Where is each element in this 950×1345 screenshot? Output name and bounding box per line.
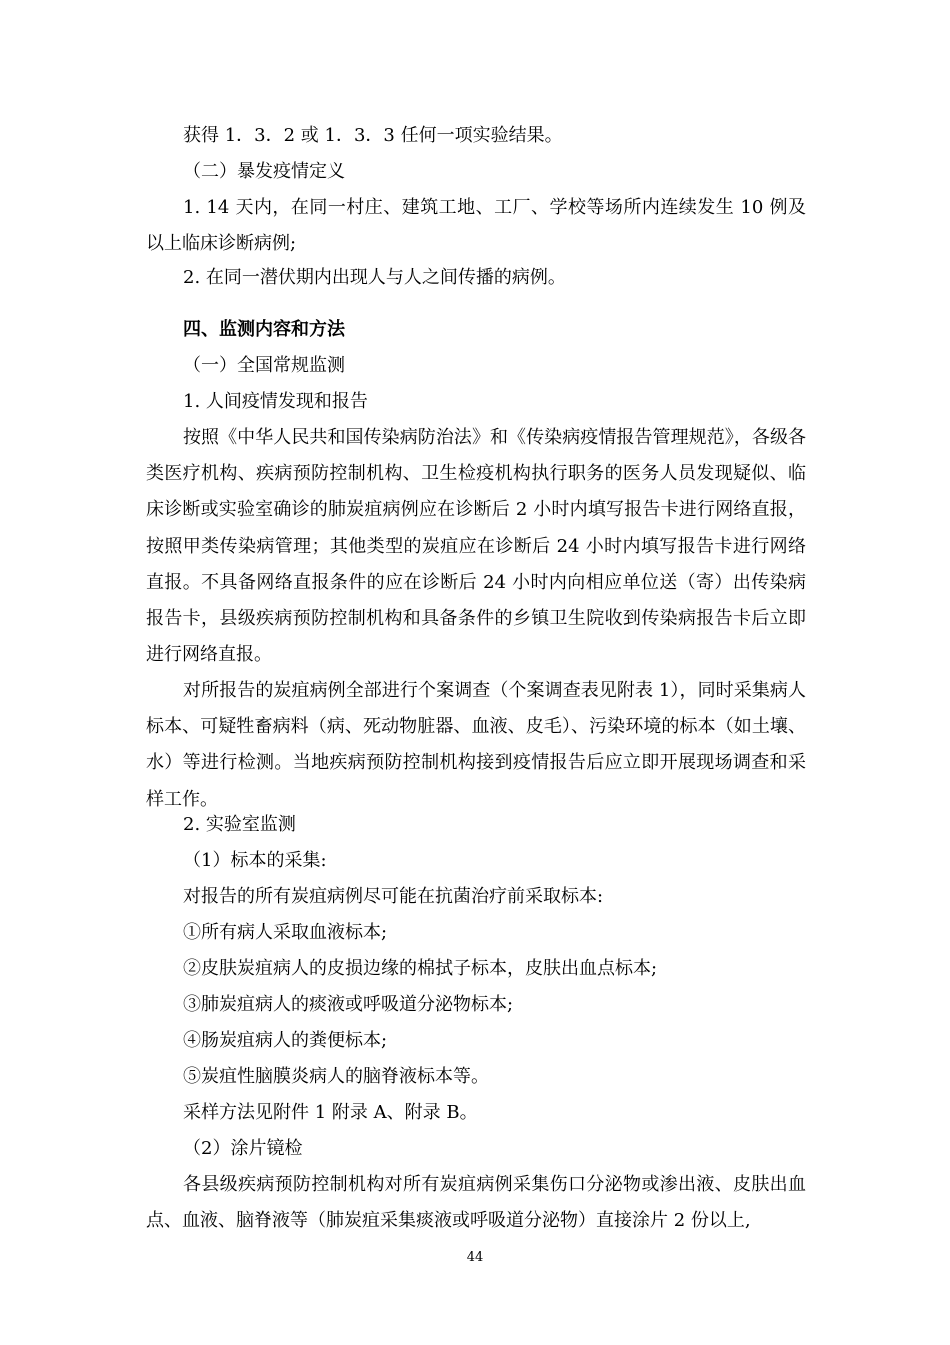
outbreak-item-1: 1. 14 天内，在同一村庄、建筑工地、工厂、学校等场所内连续发生 10 例及以上临床诊断病例; xyxy=(146,197,806,255)
outbreak-item-2: 2. 在同一潜伏期内出现人与人之间传播的病例。 xyxy=(183,267,566,288)
sample-item: ③肺炭疽病人的痰液或呼吸道分泌物标本; xyxy=(183,994,514,1015)
sample-item: ②皮肤炭疽病人的皮损边缘的棉拭子标本，皮肤出血点标本; xyxy=(183,958,658,979)
item-title: 1. 人间疫情发现和报告 xyxy=(183,391,368,412)
item-title: 2. 实验室监测 xyxy=(183,814,296,835)
text-line: 获得 1．3．2 或 1．3．3 任何一项实验结果。 xyxy=(183,125,563,146)
sample-title: （1）标本的采集: xyxy=(183,850,327,871)
smear-title: （2）涂片镜检 xyxy=(183,1138,303,1159)
sample-intro: 对报告的所有炭疽病例尽可能在抗菌治疗前采取标本: xyxy=(183,886,604,907)
subheading-outbreak-definition: （二）暴发疫情定义 xyxy=(183,161,345,182)
sample-item: ⑤炭疽性脑膜炎病人的脑脊液标本等。 xyxy=(183,1066,489,1087)
subsection-title: （一）全国常规监测 xyxy=(183,355,345,376)
page-number: 44 xyxy=(466,1250,484,1265)
paragraph-smear: 各县级疾病预防控制机构对所有炭疽病例采集伤口分泌物或渗出液、皮肤出血点、血液、脑脊液等（肺炭疽采集痰液或呼吸道分泌物）直接涂片 2 份以上, xyxy=(146,1174,806,1232)
paragraph-investigation: 对所报告的炭疽病例全部进行个案调查（个案调查表见附表 1），同时采集病人标本、可疑牲畜病料（病、死动物脏器、血液、皮毛）、污染环境的标本（如土壤、水）等进行检测。当地疾病预防控制机构接到疫情报告后应立即开展现场调查和采样工作。 xyxy=(146,680,806,810)
sample-item: ①所有病人采取血液标本; xyxy=(183,922,388,943)
sampling-method: 采样方法见附件 1 附录 A、附录 B。 xyxy=(183,1102,478,1123)
section-title: 四、监测内容和方法 xyxy=(183,319,345,340)
sample-item: ④肠炭疽病人的粪便标本; xyxy=(183,1030,388,1051)
paragraph-report: 按照《中华人民共和国传染病防治法》和《传染病疫情报告管理规范》，各级各类医疗机构、疾病预防控制机构、卫生检疫机构执行职务的医务人员发现疑似、临床诊断或实验室确诊的肺炭疽病例应在诊断后 2 小时内填写报告卡进行网络直报，按照甲类传染病管理；其他类型的炭疽应在诊断后 24 小时内填写报告卡进行网络直报。不具备网络直报条件的应在诊断后 24 小时内向相应单位送（寄）出传染病报告卡，县级疾病预防控制机构和具备条件的乡镇卫生院收到传染病报告卡后立即进行网络直报。 xyxy=(146,427,806,666)
